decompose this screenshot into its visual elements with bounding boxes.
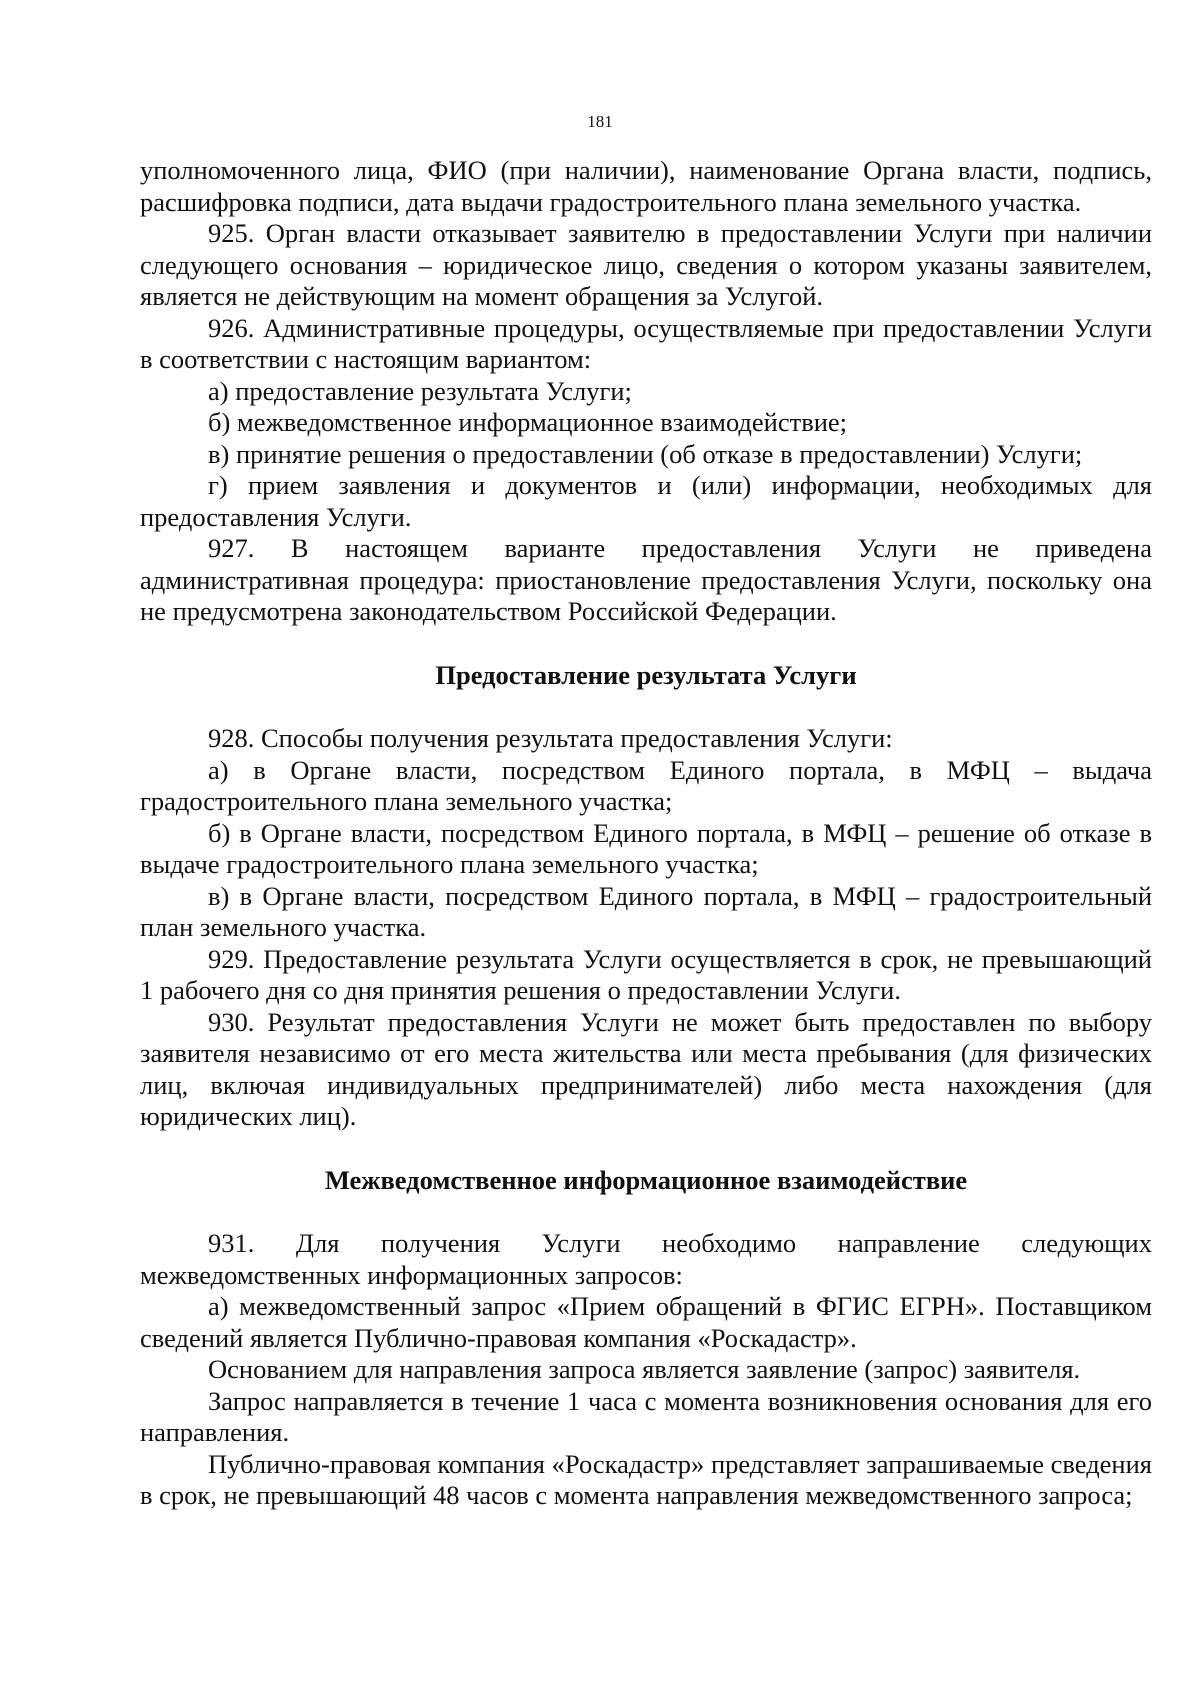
- page-number: 181: [587, 112, 613, 131]
- paragraph-928-b: б) в Органе власти, посредством Единого портала, в МФЦ – решение об отказе в выдаче градостроительного плана земельного участка;: [140, 817, 1152, 879]
- paragraph-928-v: в) в Органе власти, посредством Единого портала, в МФЦ – градостроительный план земельного участка.: [140, 880, 1152, 942]
- paragraph-931-timing: Запрос направляется в течение 1 часа с момента возникновения основания для его направления.: [140, 1385, 1152, 1447]
- paragraph-931-basis: Основанием для направления запроса является заявление (запрос) заявителя.: [208, 1354, 1081, 1384]
- paragraph-928-a: а) в Органе власти, посредством Единого портала, в МФЦ – выдача градостроительного плана земельного участка;: [140, 754, 1152, 816]
- paragraph-925: 925. Орган власти отказывает заявителю в предоставлении Услуги при наличии следующего основания – юридическое лицо, сведения о котором указаны заявителем, является не действующим на момент обращения за Услугой.: [140, 218, 1152, 311]
- paragraph-926-g: г) прием заявления и документов и (или) информации, необходимых для предоставления Услуги.: [140, 470, 1152, 532]
- paragraph-926-b: б) межведомственное информационное взаимодействие;: [208, 407, 848, 437]
- section-heading-interagency: Межведомственное информационное взаимодействие: [324, 1164, 968, 1195]
- section-heading-result: Предоставление результата Услуги: [435, 659, 857, 690]
- paragraph-927: 927. В настоящем варианте предоставления Услуги не приведена административная процедура: приостановление предоставления Услуги, поскольку она не предусмотрена законодательством Российской Федерации.: [140, 533, 1152, 626]
- paragraph-930: 930. Результат предоставления Услуги не может быть предоставлен по выбору заявителя независимо от его места жительства или места пребывания (для физических лиц, включая индивидуальных предпринимателей) либо места нахождения (для юридических лиц).: [140, 1006, 1152, 1131]
- paragraph-926-v: в) принятие решения о предоставлении (об отказе в предоставлении) Услуги;: [208, 438, 1083, 469]
- paragraph-931: 931. Для получения Услуги необходимо направление следующих межведомственных информационных запросов:: [140, 1228, 1152, 1290]
- paragraph-926-a: а) предоставление результата Услуги;: [208, 375, 632, 406]
- document-body: [140, 155, 1152, 1512]
- paragraph-929: 929. Предоставление результата Услуги осуществляется в срок, не превышающий 1 рабочего дня со дня принятия решения о предоставлении Услуги.: [140, 943, 1152, 1005]
- paragraph-926: 926. Административные процедуры, осуществляемые при предоставлении Услуги в соответствии с настоящим вариантом:: [140, 312, 1152, 374]
- paragraph-928: 928. Способы получения результата предоставления Услуги:: [208, 723, 893, 753]
- paragraph-931-a: а) межведомственный запрос «Прием обращений в ФГИС ЕГРН». Поставщиком сведений является Публично-правовая компания «Роскадастр».: [140, 1291, 1152, 1353]
- paragraph-continuation: уполномоченного лица, ФИО (при наличии), наименование Органа власти, подпись, расшифровка подписи, дата выдачи градостроительного плана земельного участка.: [140, 155, 1152, 217]
- paragraph-931-response: Публично-правовая компания «Роскадастр» представляет запрашиваемые сведения в срок, не превышающий 48 часов с момента направления межведомственного запроса;: [140, 1448, 1152, 1510]
